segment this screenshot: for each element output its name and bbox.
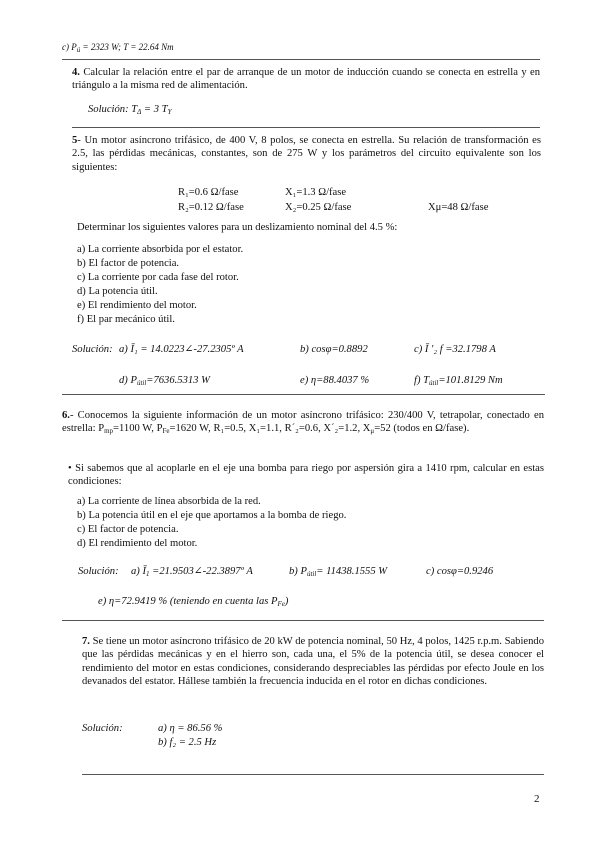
page-number: 2 (534, 793, 540, 805)
exercise-5-statement: 5- Un motor asíncrono trifásico, de 400 V, 8 polos, se conecta en estrella. Su relación de transformación es 2.5, las pérdidas mecánicas, constantes, son de 275 W y los parámetros del circuito equivalente son los siguientes: (72, 135, 541, 173)
list-item: a) La corriente de línea absorbida de la red. (77, 496, 261, 507)
list-item: b) El factor de potencia. (77, 258, 180, 269)
exercise-4-solution: Solución: $T_\Delta = 3$ $T_Y$ (88, 104, 172, 116)
exercise-5-solution-c: c) Ī ′₂ f =32.1798 A (414, 344, 496, 355)
divider (62, 394, 545, 395)
exercise-7-solution-label: Solución: (82, 723, 123, 734)
exercise-5-solution-b: b) cosφ=0.8892 (300, 344, 368, 355)
exercise-5-solution-f: f) $T_{útil}=101.8129$ Nm (414, 375, 503, 387)
exercise-5-question: Determinar los siguientes valores para un deslizamiento nominal del 4.5 %: (77, 222, 398, 233)
param-r2: R₂=0.12 Ω/fase (178, 202, 244, 213)
param-x2: X₂=0.25 Ω/fase (285, 202, 352, 213)
exercise-7-solution-b: b) f₂ = 2.5 Hz (158, 737, 217, 748)
list-item: d) El rendimiento del motor. (77, 538, 198, 549)
exercise-6-solution-e: e) η=72.9419 % (teniendo en cuenta las $P_{Fe}$) (98, 596, 289, 608)
exercise-6-statement: 6.- Conocemos la siguiente información de un motor asíncrono trifásico: 230/400 V, tetrapolar, conectado en estrella: $P_{mp}=1100$ W, $P_{Fe}=1620$ W, R₁=0.5, X₁=1.1, R´₂=0.6, X´₂=1.2, $X_\mu=52$ (todos en Ω/fase). (62, 410, 544, 436)
list-item: d) La potencia útil. (77, 286, 158, 297)
list-item: f) El par mecánico útil. (77, 314, 175, 325)
exercise-6-solution-label: Solución: (78, 566, 119, 577)
divider (72, 127, 540, 128)
list-item: a) La corriente absorbida por el estator. (77, 244, 244, 255)
divider (82, 774, 544, 775)
exercise-5-solution-label: Solución: (72, 344, 113, 355)
list-item: e) El rendimiento del motor. (77, 300, 197, 311)
param-xmu: Xμ=48 Ω/fase (428, 202, 489, 213)
exercise-5-solution-e: e) η=88.4037 % (300, 375, 370, 386)
list-item: b) La potencia útil en el eje que aportamos a la bomba de riego. (77, 510, 347, 521)
param-x1: X₁=1.3 Ω/fase (285, 187, 347, 198)
divider (62, 620, 544, 621)
exercise-6-solution-c: c) cosφ=0.9246 (426, 566, 494, 577)
exercise-6-bullet: • Si sabemos que al acoplarle en el eje una bomba para riego por aspersión gira a 1410 rpm, calcular en estas condiciones: (68, 463, 544, 488)
exercise-6-solution-b: b) $P_{útil}= 11438.1555$ W (289, 566, 388, 578)
divider (62, 59, 540, 60)
exercise-5-solution-a: a) Ī₁ = 14.0223∠-27.2305º A (119, 344, 244, 355)
previous-answer-line: c) $P_ú = 2323$ W; T = 22.64 Nm (62, 42, 174, 54)
exercise-6-items (77, 495, 346, 551)
exercise-5-items (77, 243, 243, 327)
list-item: c) La corriente por cada fase del rotor. (77, 272, 239, 283)
exercise-7-solution-a: a) η = 86.56 % (158, 723, 223, 734)
exercise-7-statement: 7. Se tiene un motor asíncrono trifásico de 20 kW de potencia nominal, 50 Hz, 4 polos, 1425 r.p.m. Sabiendo que las pérdidas mecánicas y en el hierro son, cada una, el 5% de la potencia útil, se desea conocer el rendimiento del motor en estas condiciones, considerando despreciables las pérdidas por efecto Joule en los devanados del estator. Hállese también la frecuencia inducida en el rotor en dichas condiciones. (82, 636, 544, 688)
exercise-4-statement: 4. Calcular la relación entre el par de arranque de un motor de inducción cuando se conecta en estrella y en triángulo a la misma red de alimentación. (72, 67, 540, 92)
list-item: c) El factor de potencia. (77, 524, 179, 535)
param-r1: R₁=0.6 Ω/fase (178, 187, 239, 198)
exercise-6-solution-a: a) $Ī_1$ =21.9503∠-22.3897º A (131, 566, 253, 578)
exercise-5-solution-d: d) $P_{útil}=7636.5313$ W (119, 375, 210, 387)
